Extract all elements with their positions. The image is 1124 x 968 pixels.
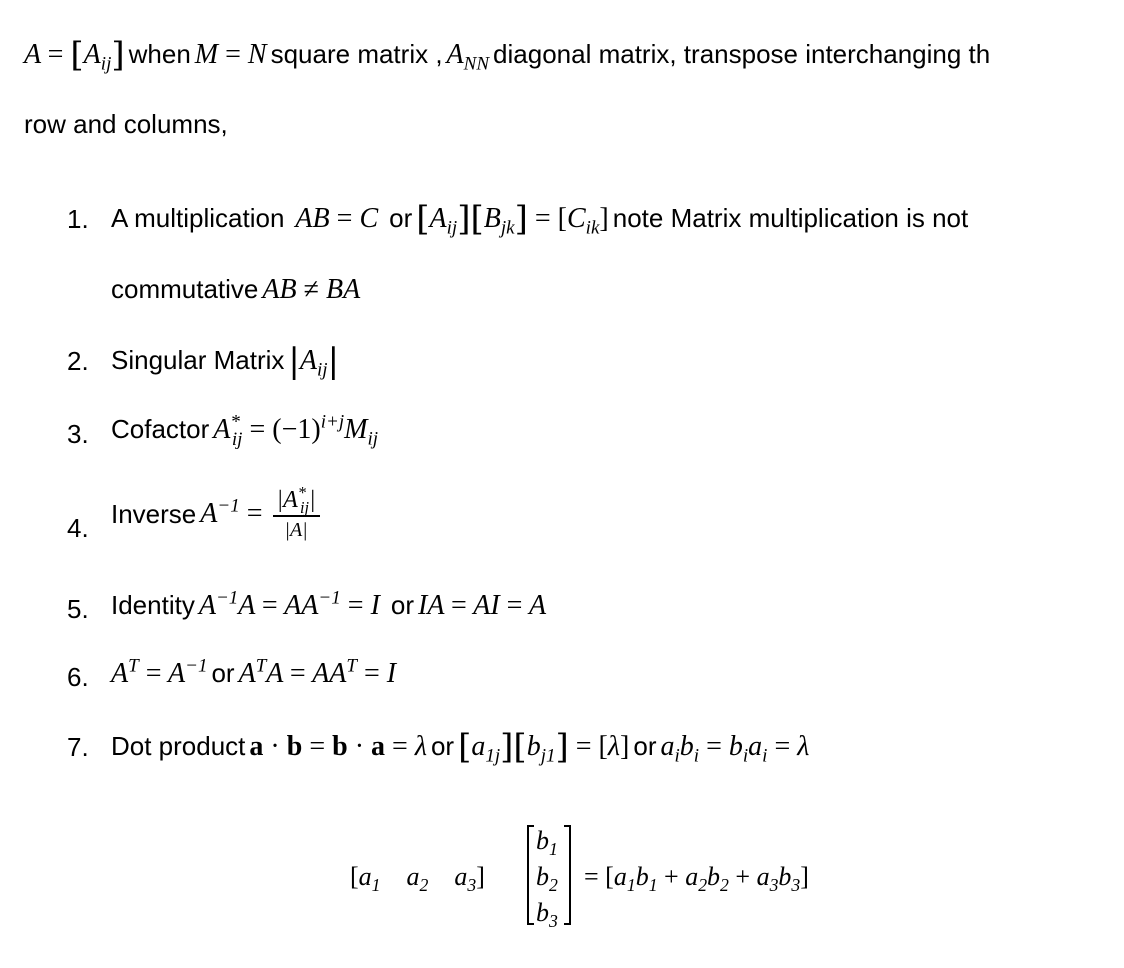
matrix-equation xyxy=(350,822,910,932)
math-cofactor: $A^*_{ij} = (-1)^{i+j}M_{ij}$ xyxy=(213,411,379,450)
item-3-number: 3. xyxy=(67,419,89,449)
math-inverse: $A^{-1}$ = xyxy=(200,495,263,529)
item-6-or: or xyxy=(211,658,235,688)
item-1-number: 1. xyxy=(67,204,89,234)
math-dot-product: a · b = b · a = λ xyxy=(249,731,427,762)
item-7-label: Dot product xyxy=(111,731,246,761)
item-1-cont: commutative xyxy=(111,274,259,304)
item-1-line-2 xyxy=(111,276,360,304)
intro-line-2: row and columns, xyxy=(24,109,228,139)
item-1-or: or xyxy=(389,203,413,233)
fraction-denominator: |A| xyxy=(284,519,308,541)
math-ann: $A_{NN}$ xyxy=(446,39,490,75)
inverse-fraction xyxy=(273,483,320,541)
math-a-equals-aij: $A = [A_{ij}]$ xyxy=(24,35,125,75)
item-5-line xyxy=(111,587,547,621)
item-5-label: Identity xyxy=(111,590,195,620)
intro-when: when xyxy=(128,39,191,69)
column-vector-b1: $b_1$ xyxy=(536,826,558,860)
math-transpose-inverse: $A^T = A^{-1}$ xyxy=(111,655,208,689)
math-m-equals-n: M = N xyxy=(194,39,267,70)
math-identity-2: IA = AI = A xyxy=(418,590,547,621)
math-ab-neq-ba: AB ≠ BA xyxy=(262,274,361,305)
item-4-number: 4. xyxy=(67,513,89,543)
item-5-or: or xyxy=(390,590,415,620)
math-dot-index: $[a_{1j}][b_{j1}] = [\lambda]$ xyxy=(458,727,630,767)
item-2-label: Singular Matrix xyxy=(111,345,285,375)
column-vector-b3: $b_3$ xyxy=(536,898,558,932)
item-6-number: 6. xyxy=(67,662,89,692)
math-identity-1: $A^{-1}A = AA^{-1} = I$ xyxy=(198,587,387,621)
item-5-number: 5. xyxy=(67,594,89,624)
intro-line-1 xyxy=(24,35,991,75)
item-2-line xyxy=(111,341,340,381)
math-ab-equals-c: AB = C xyxy=(288,203,386,234)
item-7-number: 7. xyxy=(67,732,89,762)
item-2-number: 2. xyxy=(67,346,89,376)
item-4-label: Inverse xyxy=(111,499,197,529)
intro-square-matrix: square matrix , xyxy=(270,39,443,69)
item-7-or-1: or xyxy=(430,731,455,761)
item-7-line xyxy=(111,727,810,767)
fraction-numerator: $|A^*_{ij}|$ xyxy=(273,488,320,517)
item-1-line-1 xyxy=(111,199,969,239)
item-4-line xyxy=(111,483,320,541)
item-7-or-2: or xyxy=(633,731,657,761)
item-1-label: A multiplication xyxy=(111,203,285,233)
math-det-aij: $|A_{ij}|$ xyxy=(288,341,340,381)
item-1-note: note Matrix multiplication is not xyxy=(612,203,969,233)
item-3-label: Cofactor xyxy=(111,414,210,444)
column-vector-b2: $b_2$ xyxy=(536,862,558,896)
math-orthogonal: $A^TA = AA^T = I$ xyxy=(238,655,397,689)
item-6-line xyxy=(111,655,397,689)
math-dot-sum: $a_ib_i = b_ia_i = \lambda$ xyxy=(660,731,810,767)
intro-diagonal-matrix: diagonal matrix, transpose interchanging th xyxy=(493,39,991,69)
matrix-result: = $[a_1b_1 + a_2b_2 + a_3b_3]$ xyxy=(584,862,809,896)
item-3-line xyxy=(111,411,379,450)
math-aij-bjk-cik: $[A_{ij}][B_{jk}] = [C_{ik}]$ xyxy=(416,199,609,239)
row-vector: [$a_1$ $a_2$ $a_3$] xyxy=(350,862,485,896)
